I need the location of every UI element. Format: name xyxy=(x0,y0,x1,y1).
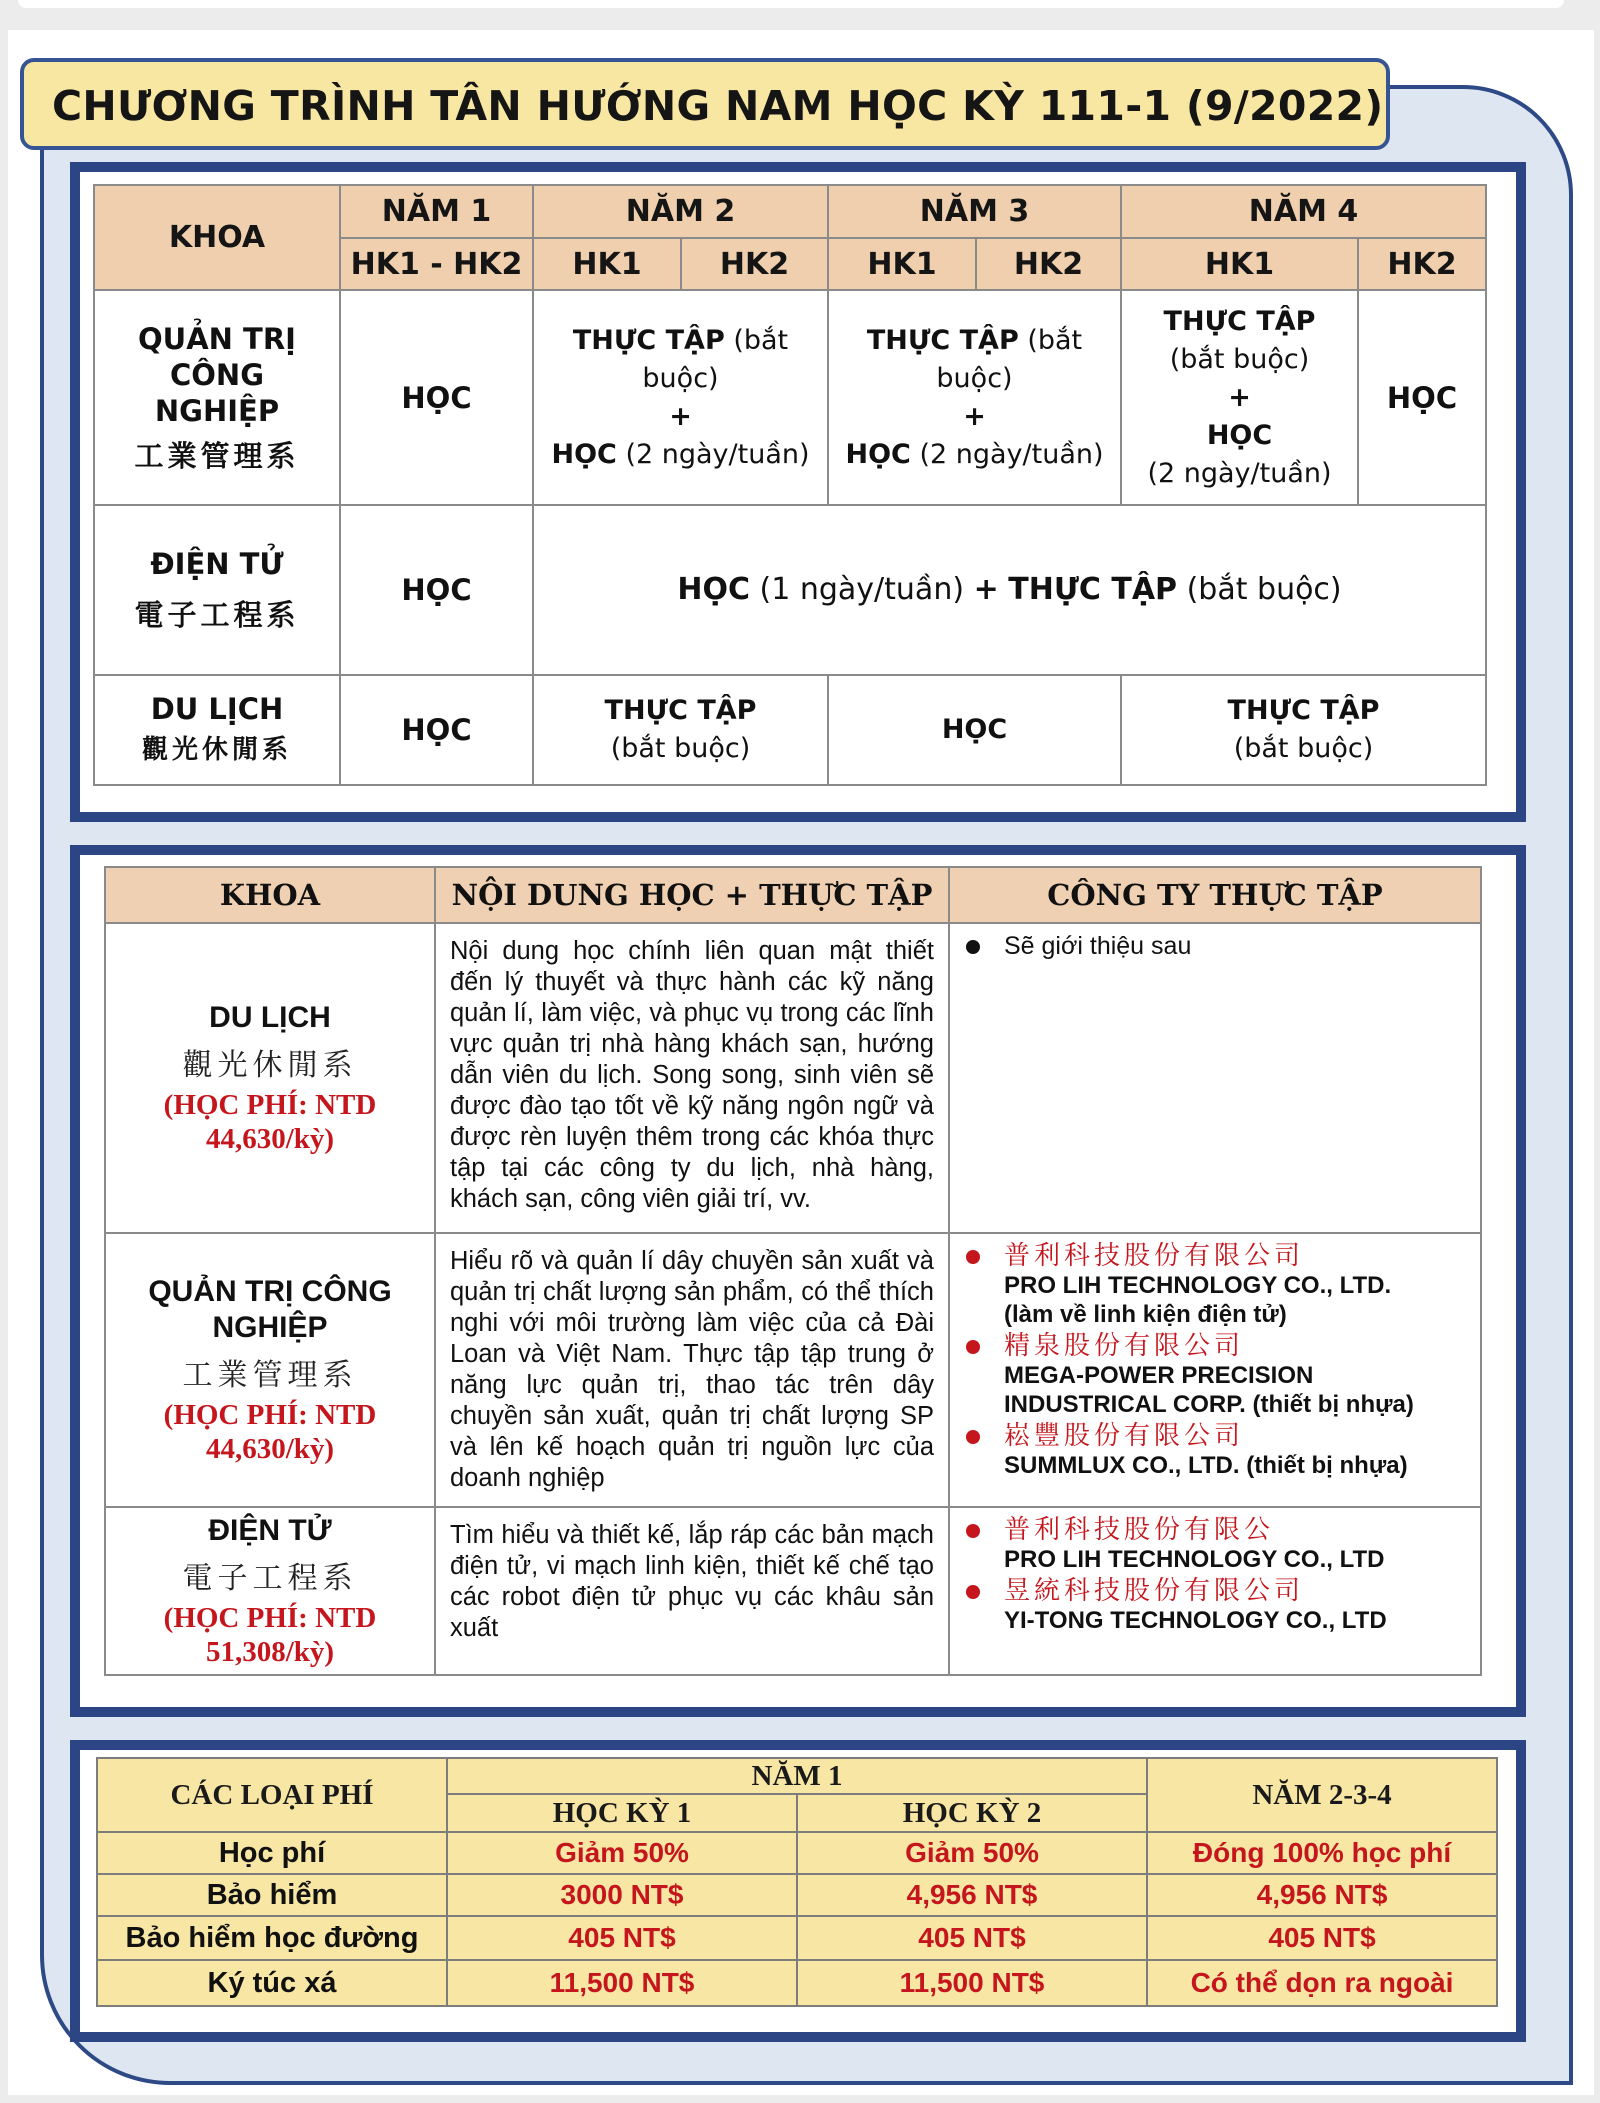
dept-name: NGHIỆP xyxy=(154,393,280,428)
dept-name: CÔNG xyxy=(169,357,264,392)
table-row xyxy=(105,923,1481,1233)
year-2-header: NĂM 2 xyxy=(533,185,828,238)
dept-name-chinese: 觀光休閒系 xyxy=(141,735,292,765)
fee-label: Ký túc xá xyxy=(97,1960,447,2006)
fee-value: 405 NT$ xyxy=(447,1916,797,1960)
intern-label: THỰC TẬP xyxy=(1008,572,1178,607)
bullet-icon xyxy=(966,1524,980,1538)
company-cell xyxy=(949,1507,1481,1675)
list-item xyxy=(962,1242,1470,1329)
bullet-icon xyxy=(966,1340,980,1354)
year-234-header: NĂM 2-3-4 xyxy=(1147,1758,1497,1832)
required-label: (bắt buộc) xyxy=(936,324,1083,394)
required-label: (bắt buộc) xyxy=(1186,572,1342,607)
required-label: (bắt buộc) xyxy=(1233,733,1374,764)
cell-intern xyxy=(533,290,828,505)
company-list xyxy=(950,924,1480,970)
cell-intern xyxy=(828,290,1121,505)
table-row xyxy=(105,1233,1481,1507)
company-cell xyxy=(949,923,1481,1233)
khoa-header: KHOA xyxy=(94,185,340,290)
company-name: PRO LIH TECHNOLOGY CO., LTD. xyxy=(1004,1272,1392,1299)
fees-table xyxy=(96,1757,1498,2007)
dept-name-chinese: 工業管理系 xyxy=(134,438,300,473)
tuition-fee: 44,630/kỳ) xyxy=(205,1123,335,1155)
term-header: HK2 xyxy=(681,238,828,290)
plus-sign: + xyxy=(1228,381,1251,413)
company-list xyxy=(950,1508,1480,1644)
dept-name-chinese: 工業管理系 xyxy=(182,1358,358,1393)
intern-label: THỰC TẬP xyxy=(604,695,757,726)
dept-name: QUẢN TRỊ CÔNG xyxy=(148,1275,392,1308)
khoa-col-header: KHOA xyxy=(105,867,435,923)
details-table xyxy=(104,866,1482,1676)
list-item xyxy=(962,1577,1470,1635)
company-name: YI-TONG TECHNOLOGY CO., LTD xyxy=(1004,1607,1387,1634)
company-name-chinese: 崧豐股份有限公司 xyxy=(1004,1421,1245,1451)
plus-sign: + xyxy=(973,572,999,607)
cell-study: HỌC xyxy=(340,675,533,785)
list-item xyxy=(962,932,1470,961)
fee-value: 405 NT$ xyxy=(1147,1916,1497,1960)
fee-value: Đóng 100% học phí xyxy=(1147,1832,1497,1874)
title-banner xyxy=(20,58,1390,150)
intern-label: THỰC TẬP xyxy=(1163,305,1316,337)
year-3-header: NĂM 3 xyxy=(828,185,1121,238)
term-header: HK1 - HK2 xyxy=(340,238,533,290)
dept-cell-dientu xyxy=(94,505,340,675)
table-row xyxy=(97,1874,1497,1916)
fee-type-header: CÁC LOẠI PHÍ xyxy=(97,1758,447,1832)
list-item xyxy=(962,1422,1470,1480)
dept-cell-dientu xyxy=(105,1507,435,1675)
cell-study: HỌC xyxy=(340,505,533,675)
fee-value: 4,956 NT$ xyxy=(797,1874,1147,1916)
fee-label: Bảo hiểm xyxy=(97,1874,447,1916)
fee-value: 3000 NT$ xyxy=(447,1874,797,1916)
cell-study: HỌC xyxy=(340,290,533,505)
tuition-fee: (HỌC PHÍ: NTD xyxy=(163,1089,377,1121)
table-row xyxy=(94,675,1486,785)
year-1-header: NĂM 1 xyxy=(340,185,533,238)
dept-cell-dulich xyxy=(94,675,340,785)
fee-value: Giảm 50% xyxy=(797,1832,1147,1874)
dept-name-chinese: 觀光休閒系 xyxy=(182,1048,358,1083)
list-item xyxy=(962,1516,1470,1574)
company-name-chinese: 昱統科技股份有限公司 xyxy=(1004,1576,1305,1606)
page-title: CHƯƠNG TRÌNH TÂN HƯỚNG NAM HỌC KỲ 111-1 (9/2022) xyxy=(52,82,1384,130)
table-row xyxy=(97,1960,1497,2006)
tuition-fee: 44,630/kỳ) xyxy=(205,1433,335,1465)
top-strip xyxy=(18,0,1564,8)
dept-name: DU LỊCH xyxy=(150,692,284,726)
term-header: HK2 xyxy=(1358,238,1486,290)
table-row xyxy=(105,1507,1481,1675)
cell-intern xyxy=(1121,290,1358,505)
bullet-icon xyxy=(966,1585,980,1599)
program-content: Nội dung học chính liên quan mật thiết đến lý thuyết và thực hành các kỹ năng quản lí, làm việc, và phục vụ trong các lĩnh vực quản trị nhà hàng khách sạn, hướng dẫn viên du lịch. Song song, sinh viên sẽ được đào tạo tốt về kỹ năng ngôn ngữ và được rèn luyện thêm trong các khóa thực tập tại các công ty du lịch, nhà hàng, khách sạn, công viên giải trí, vv. xyxy=(435,923,949,1233)
dept-name: DU LỊCH xyxy=(209,1001,331,1034)
cell-intern xyxy=(1121,675,1486,785)
dept-cell-qtcn xyxy=(105,1233,435,1507)
company-cell xyxy=(949,1233,1481,1507)
program-content: Hiểu rõ và quản lí dây chuyền sản xuất và quản trị chất lượng sản phẩm, có thể thích nghi với môi trường làm việc của cả Đài Loan và Việt Nam. Thực tập tập trung ở năng lực quản trị, thao tác trên dây chuyền sản xuất, quản trị chất lượng SP và lên kế hoạch quản trị nguồn lực của doanh nghiệp xyxy=(435,1233,949,1507)
semester-1-header: HỌC KỲ 1 xyxy=(447,1794,797,1832)
year-1-header: NĂM 1 xyxy=(447,1758,1147,1794)
table-row xyxy=(94,290,1486,505)
table-row xyxy=(97,1916,1497,1960)
company-name-chinese: 普利科技股份有限公 xyxy=(1004,1515,1275,1545)
bullet-icon xyxy=(966,1430,980,1444)
cell-intern xyxy=(533,675,828,785)
dept-name: ĐIỆN TỬ xyxy=(150,547,284,581)
frequency-label: (2 ngày/tuần) xyxy=(625,438,810,470)
term-header: HK1 xyxy=(1121,238,1358,290)
company-list xyxy=(950,1234,1480,1489)
frequency-label: (1 ngày/tuần) xyxy=(759,572,965,607)
cell-study-intern xyxy=(533,505,1486,675)
fee-label: Học phí xyxy=(97,1832,447,1874)
company-name: SUMMLUX CO., LTD. (thiết bị nhựa) xyxy=(1004,1452,1408,1479)
study-label: HỌC xyxy=(677,572,750,607)
plus-sign: + xyxy=(669,400,692,432)
dept-cell-qtcn xyxy=(94,290,340,505)
program-content: Tìm hiểu và thiết kế, lắp ráp các bản mạch điện tử, vi mạch linh kiện, thiết kế chế tạo các robot điện tử phục vụ các khâu sản xuất xyxy=(435,1507,949,1675)
dept-name-chinese: 電子工程系 xyxy=(182,1561,358,1596)
fee-value: 11,500 NT$ xyxy=(797,1960,1147,2006)
tuition-fee: (HỌC PHÍ: NTD xyxy=(163,1399,377,1431)
fee-value: 11,500 NT$ xyxy=(447,1960,797,2006)
required-label: (bắt buộc) xyxy=(642,324,789,394)
semester-2-header: HỌC KỲ 2 xyxy=(797,1794,1147,1832)
study-label: HỌC xyxy=(551,438,617,470)
company-name: PRO LIH TECHNOLOGY CO., LTD xyxy=(1004,1546,1385,1573)
tuition-fee: 51,308/kỳ) xyxy=(205,1636,335,1668)
dept-name: ĐIỆN TỬ xyxy=(208,1514,332,1547)
dept-name: QUẢN TRỊ xyxy=(138,321,296,356)
study-label: HỌC xyxy=(845,438,911,470)
list-item xyxy=(962,1332,1470,1419)
fee-label: Bảo hiểm học đường xyxy=(97,1916,447,1960)
fee-value: Có thể dọn ra ngoài xyxy=(1147,1960,1497,2006)
company-name-chinese: 普利科技股份有限公司 xyxy=(1004,1241,1305,1271)
company-name-chinese: 精泉股份有限公司 xyxy=(1004,1331,1245,1361)
bullet-icon xyxy=(966,1250,980,1264)
fee-value: Giảm 50% xyxy=(447,1832,797,1874)
dept-name-chinese: 電子工程系 xyxy=(134,598,300,632)
intern-label: THỰC TẬP xyxy=(572,324,725,356)
dept-cell-dulich xyxy=(105,923,435,1233)
table-row xyxy=(97,1832,1497,1874)
intern-label: THỰC TẬP xyxy=(866,324,1019,356)
tuition-fee: (HỌC PHÍ: NTD xyxy=(163,1602,377,1634)
cell-study: HỌC xyxy=(828,675,1121,785)
frequency-label: (2 ngày/tuần) xyxy=(919,438,1104,470)
intern-label: THỰC TẬP xyxy=(1227,695,1380,726)
schedule-table xyxy=(93,184,1487,786)
fee-value: 4,956 NT$ xyxy=(1147,1874,1497,1916)
term-header: HK1 xyxy=(533,238,681,290)
dept-name: NGHIỆP xyxy=(212,1311,328,1344)
required-label: (bắt buộc) xyxy=(610,733,751,764)
table-row xyxy=(94,505,1486,675)
cell-study: HỌC xyxy=(1358,290,1486,505)
year-4-header: NĂM 4 xyxy=(1121,185,1486,238)
fee-value: 405 NT$ xyxy=(797,1916,1147,1960)
company-note: Sẽ giới thiệu sau xyxy=(1004,932,1192,960)
frequency-label: (2 ngày/tuần) xyxy=(1147,457,1332,489)
term-header: HK2 xyxy=(976,238,1121,290)
study-label: HỌC xyxy=(1206,419,1273,451)
bullet-icon xyxy=(966,940,980,954)
company-col-header: CÔNG TY THỰC TẬP xyxy=(949,867,1481,923)
required-label: (bắt buộc) xyxy=(1169,343,1310,375)
content-col-header: NỘI DUNG HỌC + THỰC TẬP xyxy=(435,867,949,923)
plus-sign: + xyxy=(963,400,986,432)
company-name: MEGA-POWER PRECISION INDUSTRICAL CORP. (thiết bị nhựa) xyxy=(1004,1362,1414,1418)
company-note: (làm về linh kiện điện tử) xyxy=(1004,1301,1287,1328)
term-header: HK1 xyxy=(828,238,976,290)
